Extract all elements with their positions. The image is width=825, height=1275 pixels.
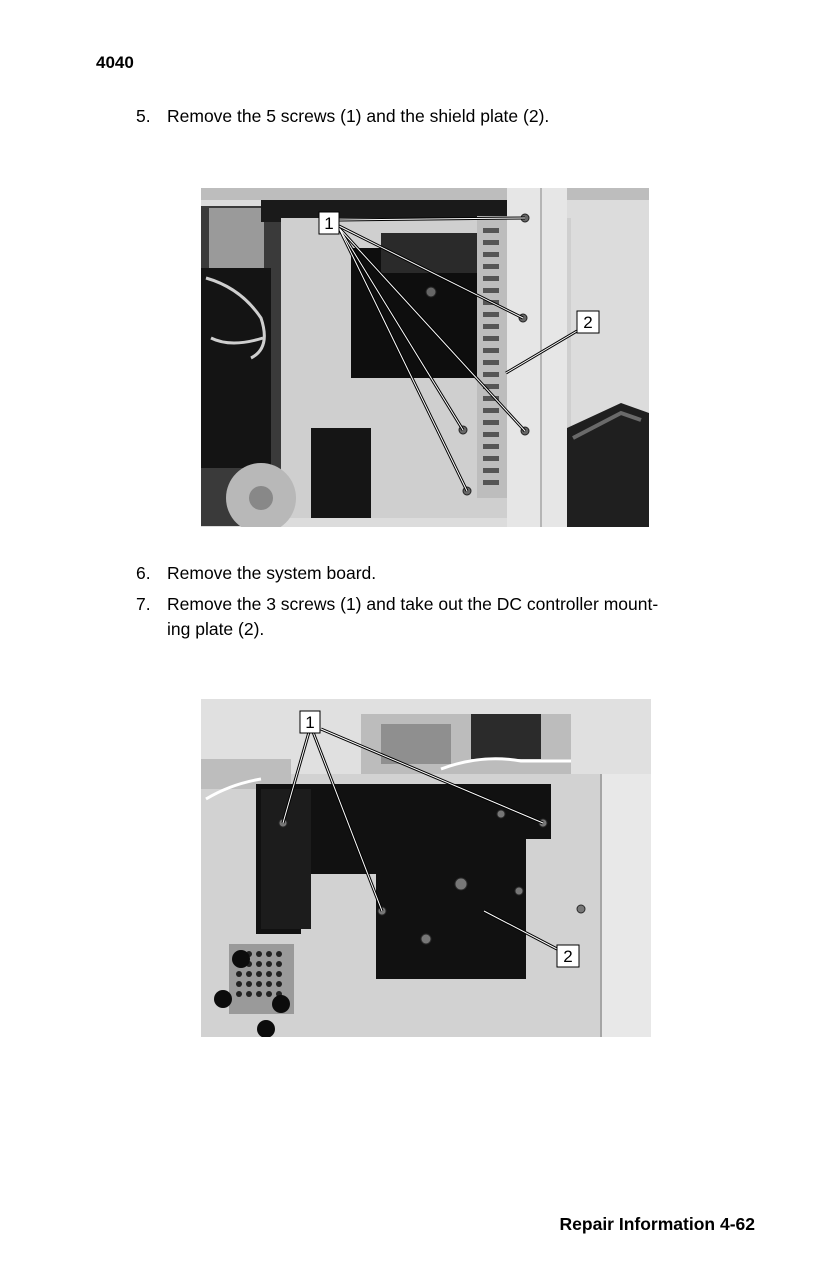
callout-2: 2 bbox=[583, 313, 593, 332]
step-7 bbox=[136, 592, 757, 642]
step-text: Remove the 5 screws (1) and the shield plate (2). bbox=[167, 106, 550, 126]
step-text: Remove the system board. bbox=[167, 563, 377, 583]
step-number: 6. bbox=[136, 563, 151, 583]
shield-plate-illustration bbox=[201, 188, 649, 527]
dc-controller-plate-illustration bbox=[201, 699, 651, 1037]
callout-1: 1 bbox=[324, 214, 334, 233]
callout-2: 2 bbox=[563, 947, 573, 966]
figure-shield-plate-photo bbox=[201, 188, 649, 527]
step-number: 5. bbox=[136, 106, 151, 126]
step-6 bbox=[136, 561, 757, 586]
callout-1: 1 bbox=[305, 713, 315, 732]
step-number: 7. bbox=[136, 594, 151, 614]
step-text: Remove the 3 screws (1) and take out the DC controller mount- bbox=[167, 594, 659, 614]
model-number: 4040 bbox=[96, 53, 134, 72]
page-footer: Repair Information 4-62 bbox=[559, 1214, 755, 1234]
figure-dc-controller-plate-photo bbox=[201, 699, 651, 1037]
step-text-continued: ing plate (2). bbox=[167, 619, 265, 639]
step-5 bbox=[136, 104, 757, 129]
